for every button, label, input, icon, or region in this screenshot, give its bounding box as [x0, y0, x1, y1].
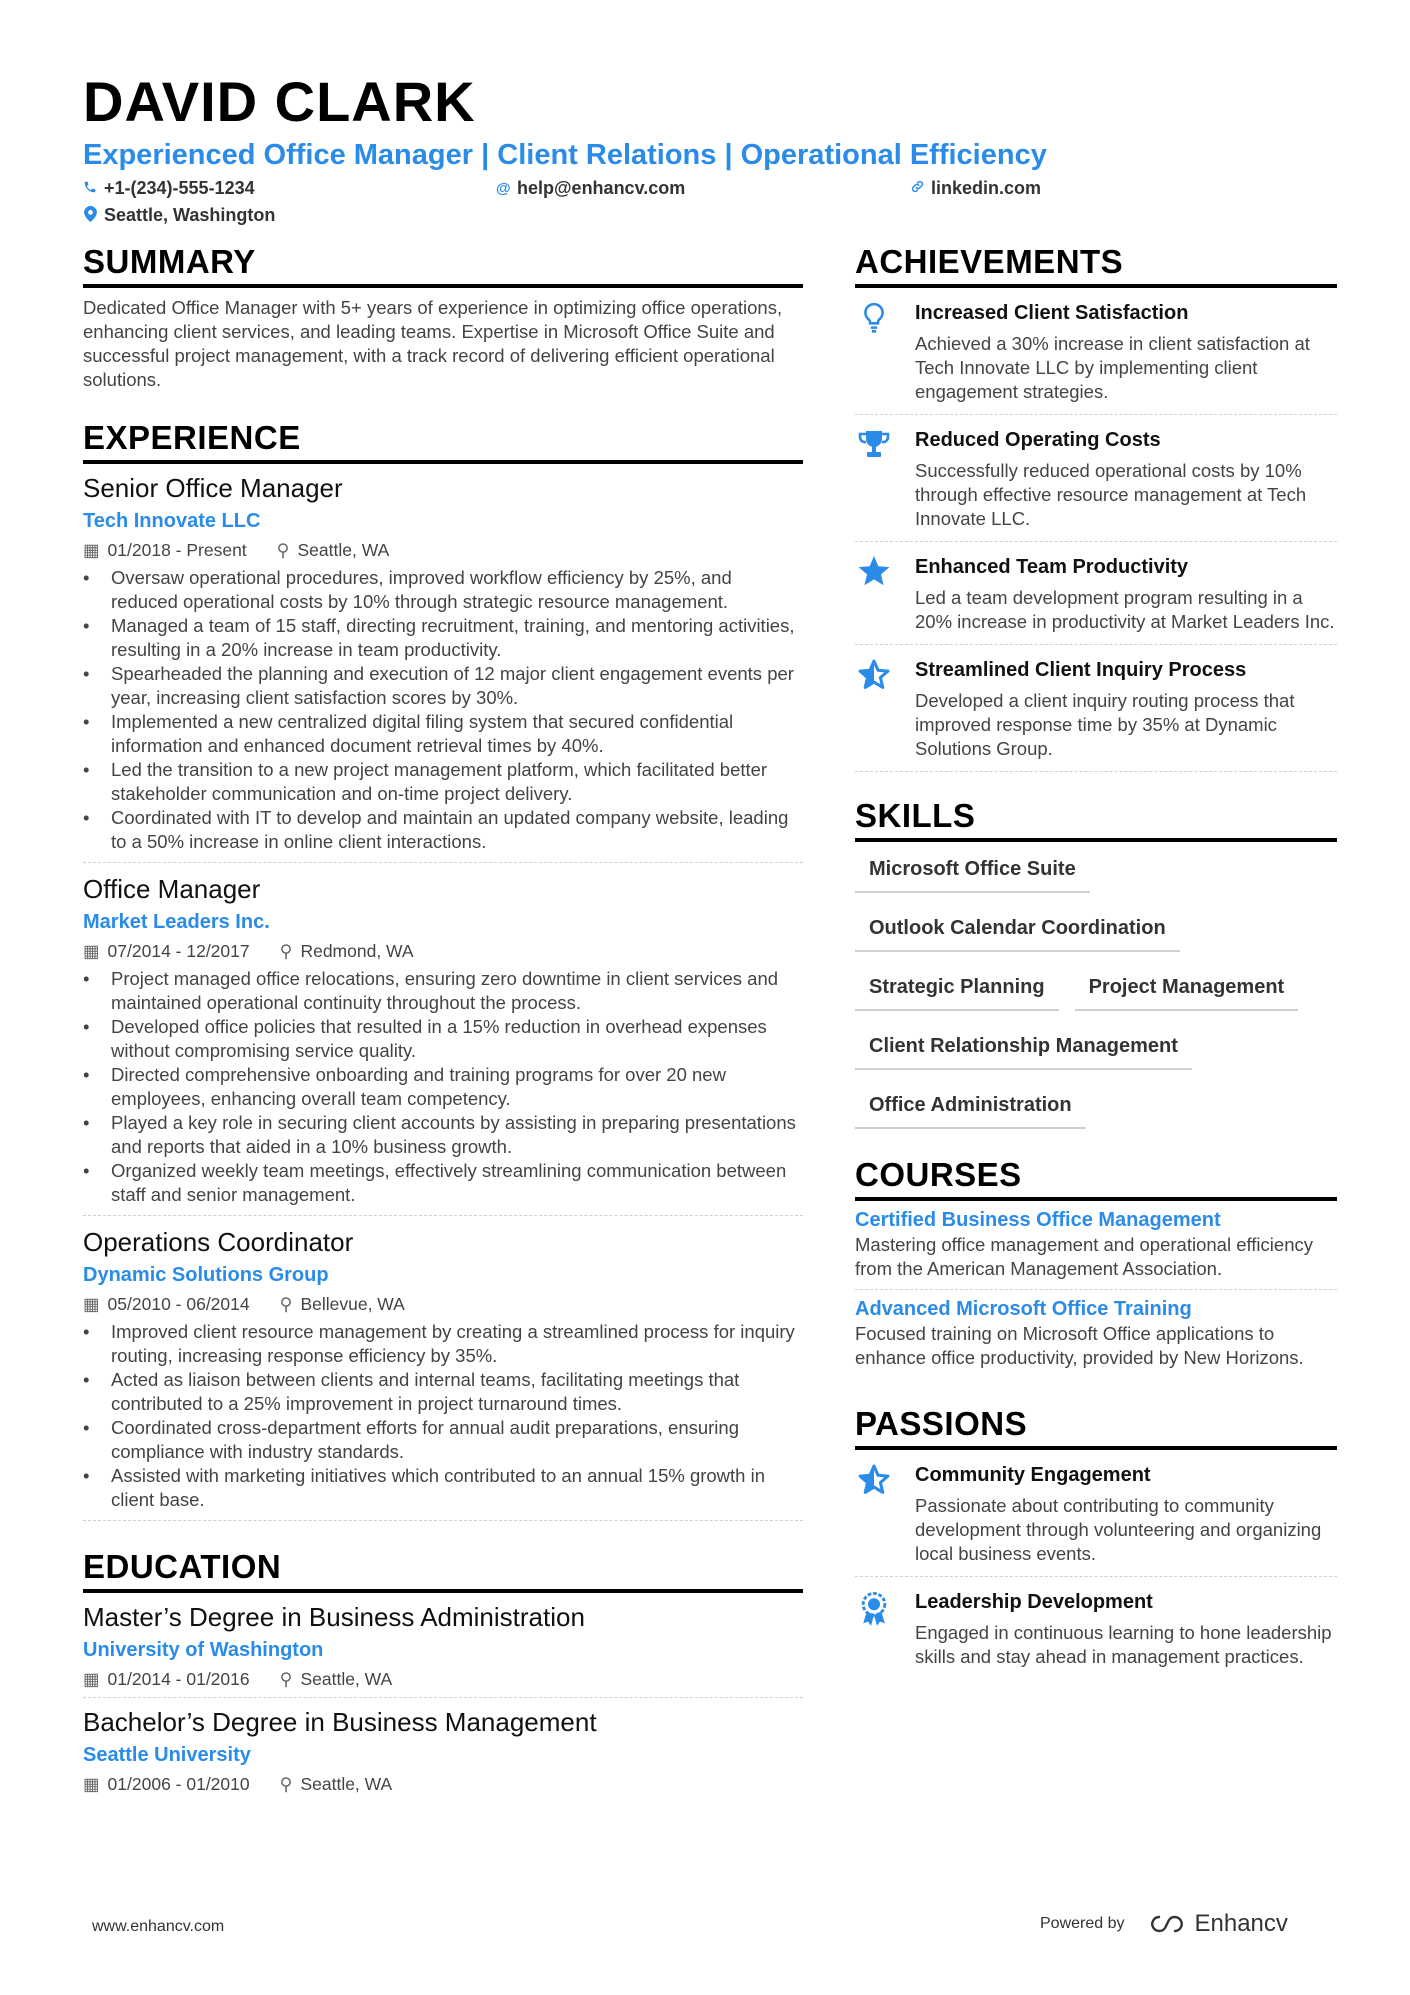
achievement-title: Enhanced Team Productivity: [915, 556, 1189, 578]
course-title: Advanced Microsoft Office Training: [855, 1298, 1192, 1320]
footer-branding: [1040, 1910, 1288, 1938]
passion-item: [855, 1577, 1337, 1679]
education-location-text: Seattle, WA: [300, 1669, 393, 1689]
course-description: Mastering office management and operational efficiency from the American Management Association.: [855, 1234, 1313, 1279]
skill-tag: Project Management: [1075, 970, 1299, 1011]
courses-heading: COURSES: [855, 1155, 1337, 1201]
education-entry: [83, 1706, 803, 1802]
job-bullet: • Spearheaded the planning and execution of 12 major client engagement events per year, increasing client satisfaction scores by 30%.: [83, 662, 803, 710]
company-name: Dynamic Solutions Group: [83, 1264, 329, 1286]
job-dates: [83, 538, 247, 562]
job-bullet: • Played a key role in securing client accounts by assisting in preparing presentations and reports that aided in a 10% business growth.: [83, 1111, 803, 1159]
job-location-text: Seattle, WA: [297, 540, 390, 560]
achievement-title: Increased Client Satisfaction: [915, 302, 1189, 324]
passion-content: [915, 1462, 1337, 1566]
passions-heading: PASSIONS: [855, 1404, 1337, 1450]
job-bullets: [83, 967, 803, 1207]
achievement-description: Led a team development program resulting in a 20% increase in productivity at Market Leaders Inc.: [915, 587, 1335, 632]
experience-entry: [83, 1226, 803, 1521]
achievement-item: [855, 645, 1337, 772]
job-bullet: • Developed office policies that resulted in a 15% reduction in overhead expenses without compromising service quality.: [83, 1015, 803, 1063]
location-text: Seattle, Washington: [104, 205, 276, 225]
skills-list: [855, 852, 1337, 1129]
candidate-name: DAVID CLARK: [83, 70, 476, 133]
location-pin-icon: ⚲: [279, 941, 293, 961]
job-dates-text: 05/2010 - 06/2014: [107, 1294, 250, 1314]
job-meta: [83, 1292, 803, 1316]
passion-item: [855, 1450, 1337, 1577]
job-bullet: • Coordinated cross-department efforts for annual audit preparations, ensuring compliance with industry standards.: [83, 1416, 803, 1464]
job-bullet: • Coordinated with IT to develop and maintain an updated company website, leading to a 50% increase in online client interactions.: [83, 806, 803, 854]
course-title: Certified Business Office Management: [855, 1209, 1221, 1231]
location-pin-icon: ⚲: [279, 1669, 293, 1689]
education-dates-text: 01/2014 - 01/2016: [107, 1669, 250, 1689]
achievement-title: Reduced Operating Costs: [915, 429, 1161, 451]
job-bullet: • Oversaw operational procedures, improved workflow efficiency by 25%, and reduced operational costs by 10% through strategic resource management.: [83, 566, 803, 614]
achievement-content: [915, 427, 1337, 531]
achievements-heading: ACHIEVEMENTS: [855, 242, 1337, 288]
job-bullet: • Implemented a new centralized digital filing system that secured confidential information and enhanced document retrieval times by 40%.: [83, 710, 803, 758]
footer-website[interactable]: www.enhancv.com: [92, 1918, 225, 1935]
location-pin-icon: [83, 206, 97, 226]
course-item: [855, 1201, 1337, 1290]
experience-entry: [83, 472, 803, 863]
enhancv-logo-text: Enhancv: [1194, 1910, 1288, 1937]
passion-description: Engaged in continuous learning to hone leadership skills and stay ahead in management practices.: [915, 1622, 1332, 1667]
candidate-headline: Experienced Office Manager | Client Relations | Operational Efficiency: [83, 139, 1047, 171]
degree-title: Bachelor’s Degree in Business Management: [83, 1707, 597, 1737]
email-text: help@enhancv.com: [517, 178, 686, 198]
education-heading: EDUCATION: [83, 1547, 803, 1593]
enhancv-logo-icon: [1147, 1913, 1187, 1935]
job-title: Operations Coordinator: [83, 1227, 354, 1257]
job-bullet: • Acted as liaison between clients and internal teams, facilitating meetings that contributed to a 25% improvement in project turnaround times.: [83, 1368, 803, 1416]
achievement-content: [915, 657, 1337, 761]
education-meta: [83, 1667, 803, 1691]
job-bullet: • Organized weekly team meetings, effectively streamlining communication between staff and senior management.: [83, 1159, 803, 1207]
course-item: [855, 1290, 1337, 1378]
experience-heading: EXPERIENCE: [83, 418, 803, 464]
skill-tag: Strategic Planning: [855, 970, 1059, 1011]
education-meta: [83, 1772, 803, 1796]
contact-info: [83, 178, 1333, 234]
star-outline-icon: [855, 1462, 893, 1566]
job-dates: [83, 939, 250, 963]
contact-email[interactable]: [496, 178, 685, 199]
education-dates-text: 01/2006 - 01/2010: [107, 1774, 250, 1794]
phone-icon: [83, 180, 97, 198]
education-dates: [83, 1667, 250, 1691]
achievement-content: [915, 554, 1337, 634]
achievement-description: Achieved a 30% increase in client satisfaction at Tech Innovate LLC by implementing client engagement strategies.: [915, 333, 1310, 402]
education-location: [280, 1667, 393, 1691]
achievement-title: Streamlined Client Inquiry Process: [915, 659, 1247, 681]
passion-title: Community Engagement: [915, 1464, 1151, 1486]
award-ribbon-icon: [855, 1589, 893, 1669]
location-pin-icon: ⚲: [276, 540, 290, 560]
calendar-icon: ▦: [83, 1294, 100, 1314]
contact-linkedin[interactable]: [910, 178, 1041, 199]
achievement-item: [855, 415, 1337, 542]
education-location-text: Seattle, WA: [300, 1774, 393, 1794]
location-pin-icon: ⚲: [279, 1774, 293, 1794]
job-location: [277, 538, 390, 562]
trophy-icon: [855, 427, 893, 531]
skill-tag: Microsoft Office Suite: [855, 852, 1090, 893]
job-bullet: • Improved client resource management by creating a streamlined process for inquiry routing, increasing response efficiency by 35%.: [83, 1320, 803, 1368]
achievement-description: Successfully reduced operational costs by 10% through effective resource management at Tech Innovate LLC.: [915, 460, 1307, 529]
contact-location: [83, 205, 275, 226]
summary-heading: SUMMARY: [83, 242, 803, 288]
job-bullet: • Assisted with marketing initiatives which contributed to an annual 15% growth in client base.: [83, 1464, 803, 1512]
resume-header: [83, 72, 1333, 234]
school-name: Seattle University: [83, 1744, 251, 1766]
passion-title: Leadership Development: [915, 1591, 1153, 1613]
left-column: [83, 242, 803, 1808]
course-description: Focused training on Microsoft Office applications to enhance office productivity, provided by New Horizons.: [855, 1323, 1304, 1368]
achievement-description: Developed a client inquiry routing process that improved response time by 35% at Dynamic Solutions Group.: [915, 690, 1295, 759]
job-dates-text: 01/2018 - Present: [107, 540, 247, 560]
job-location: [280, 1292, 405, 1316]
powered-by-label: Powered by: [1040, 1915, 1125, 1932]
job-meta: [83, 538, 803, 562]
job-meta: [83, 939, 803, 963]
link-icon: [910, 179, 924, 198]
calendar-icon: ▦: [83, 941, 100, 961]
company-name: Market Leaders Inc.: [83, 911, 270, 933]
degree-title: Master’s Degree in Business Administration: [83, 1602, 585, 1632]
skill-tag: Office Administration: [855, 1088, 1086, 1129]
summary-text: Dedicated Office Manager with 5+ years of experience in optimizing office operations, enhancing client services, and leading teams. Expertise in Microsoft Office Suite and successful project management, with a track record of delivering efficient operational solutions.: [83, 297, 783, 390]
calendar-icon: ▦: [83, 1669, 100, 1689]
job-location-text: Bellevue, WA: [300, 1294, 405, 1314]
linkedin-text: linkedin.com: [931, 178, 1042, 198]
education-dates: [83, 1772, 250, 1796]
school-name: University of Washington: [83, 1639, 324, 1661]
phone-text: +1-(234)-555-1234: [104, 178, 255, 198]
job-title: Senior Office Manager: [83, 473, 343, 503]
job-bullet: • Project managed office relocations, ensuring zero downtime in client services and maintained operational continuity throughout the process.: [83, 967, 803, 1015]
job-dates-text: 07/2014 - 12/2017: [107, 941, 250, 961]
achievement-item: [855, 288, 1337, 415]
at-sign-icon: @: [496, 180, 511, 197]
job-location: [280, 939, 414, 963]
job-dates: [83, 1292, 250, 1316]
location-pin-icon: ⚲: [279, 1294, 293, 1314]
company-name: Tech Innovate LLC: [83, 510, 261, 532]
courses-list: [855, 1201, 1337, 1378]
job-bullets: [83, 566, 803, 854]
skills-heading: SKILLS: [855, 796, 1337, 842]
job-location-text: Redmond, WA: [300, 941, 414, 961]
job-bullets: [83, 1320, 803, 1512]
education-location: [280, 1772, 393, 1796]
passion-description: Passionate about contributing to community development through volunteering and organizing local business events.: [915, 1495, 1322, 1564]
contact-phone[interactable]: [83, 178, 255, 199]
achievement-item: [855, 542, 1337, 645]
star-outline-icon: [855, 657, 893, 761]
job-title: Office Manager: [83, 874, 261, 904]
skill-tag: Outlook Calendar Coordination: [855, 911, 1180, 952]
lightbulb-icon: [855, 300, 893, 404]
experience-entry: [83, 873, 803, 1216]
calendar-icon: ▦: [83, 1774, 100, 1794]
achievement-content: [915, 300, 1337, 404]
education-entry: [83, 1601, 803, 1698]
job-bullet: • Led the transition to a new project management platform, which facilitated better stakeholder communication and on-time project delivery.: [83, 758, 803, 806]
job-bullet: • Directed comprehensive onboarding and training programs for over 20 new employees, enhancing overall team competency.: [83, 1063, 803, 1111]
right-column: [855, 242, 1337, 1679]
enhancv-logo[interactable]: [1147, 1910, 1288, 1938]
skill-tag: Client Relationship Management: [855, 1029, 1192, 1070]
calendar-icon: ▦: [83, 540, 100, 560]
passion-content: [915, 1589, 1337, 1669]
star-filled-icon: [855, 554, 893, 634]
job-bullet: • Managed a team of 15 staff, directing recruitment, training, and mentoring activities, resulting in a 20% increase in team productivity.: [83, 614, 803, 662]
